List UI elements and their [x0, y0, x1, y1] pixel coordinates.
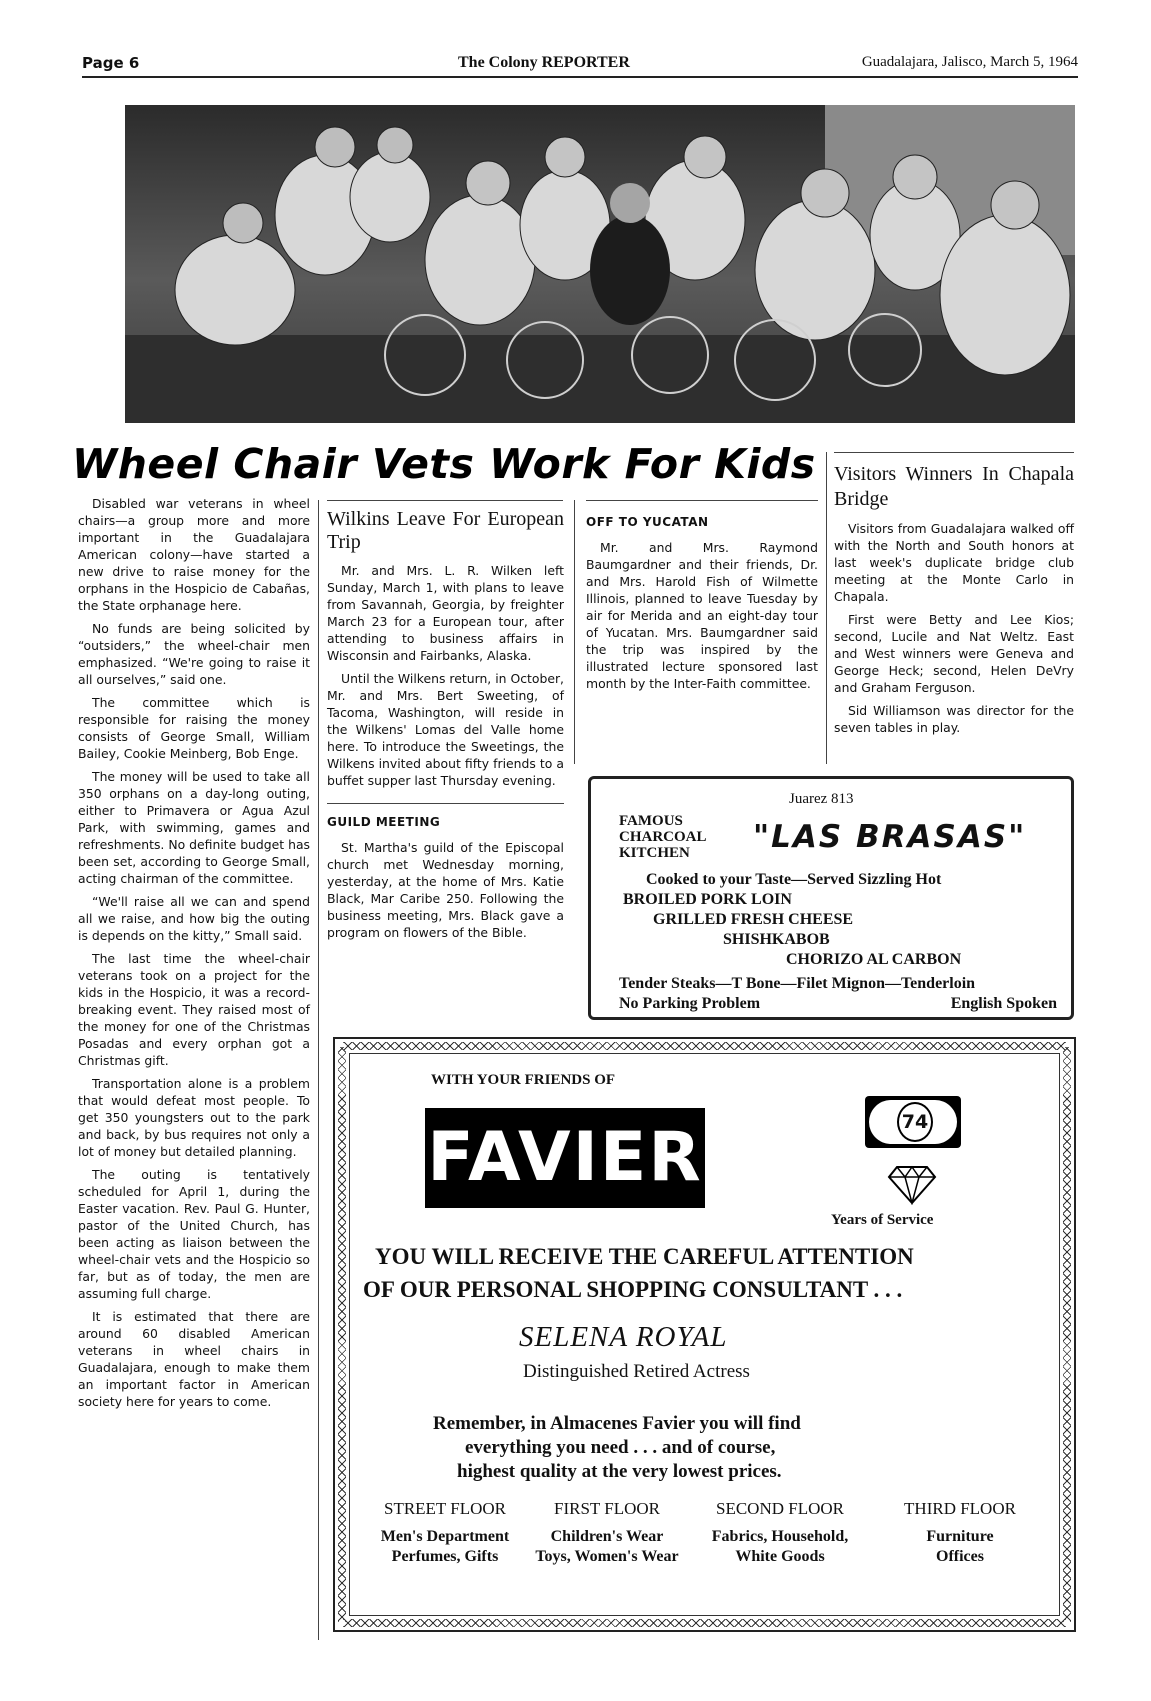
column-top-rule — [834, 452, 1074, 453]
ad-attention-line: YOU WILL RECEIVE THE CAREFUL ATTENTION — [375, 1244, 914, 1269]
menu-item: CHORIZO AL CARBON — [786, 951, 962, 968]
floor-line: White Goods — [735, 1548, 825, 1565]
story-paragraph: The money will be used to take all 350 orphans on a day-long outing, either to Primavera or Agua Azul Park, with swimming, games and refreshments. No definite budget has been set, according to George Small, acting chairman of the committee. — [78, 769, 310, 886]
yucatan-headline: OFF TO YUCATAN — [586, 515, 709, 529]
guild-paragraph: St. Martha's guild of the Episcopal church met Wednesday morning, yesterday, at the home of Mrs. Katie Black, Mar Caribe 250. Following the business meeting, Mrs. Black gave a program on flowers of the Bible. — [327, 840, 564, 940]
story-paragraph: The last time the wheel-chair veterans took on a project for the kids in the Hospicio, it was a record-breaking event. They raised most of the money for one of the Christmas Posadas and every orphan got a Christmas gift. — [78, 951, 310, 1068]
ad-tagline-line: CHARCOAL — [619, 829, 707, 845]
ad-border — [1063, 1047, 1071, 1622]
story-paragraph: Transportation alone is a problem that would defeat most people. To get 350 youngsters out to the park and back, by bus requires not only a lot of money but detailed planning. — [78, 1076, 310, 1159]
floor-line: Toys, Women's Wear — [535, 1548, 679, 1565]
consultant-name: SELENA ROYAL — [519, 1321, 728, 1353]
main-headline: Wheel Chair Vets Work For Kids — [72, 440, 816, 488]
group-photo-icon — [125, 105, 1075, 423]
column-top-rule — [586, 500, 818, 501]
years-badge — [865, 1096, 961, 1148]
wilkins-paragraph: Mr. and Mrs. L. R. Wilken left Sunday, March 1, with plans to leave from Savannah, Georgia, by freighter March 23 for a European tour, after attending to business affairs in Wisconsin and Fairbanks, Alaska. — [327, 563, 564, 663]
bridge-paragraph: First were Betty and Lee Kios; second, Lucile and Nat Weltz. East and West winners were Geneva and George Heck; second, Helen DeVry and Graham Ferguson. — [834, 612, 1074, 695]
ad-remember-line: highest quality at the very lowest prices. — [457, 1461, 782, 1482]
floor-name: THIRD FLOOR — [904, 1499, 1016, 1518]
menu-steaks: Tender Steaks—T Bone—Filet Mignon—Tenderloin — [619, 975, 976, 992]
wilkins-column — [327, 508, 564, 947]
dateline: Guadalajara, Jalisco, March 5, 1964 — [861, 54, 1078, 70]
floor-third — [875, 1499, 1045, 1567]
bridge-paragraph: Visitors from Guadalajara walked off with the North and South honors at last week's duplicate bridge club meeting at the Monte Carlo in Chapala. — [834, 521, 1074, 604]
bridge-column — [834, 462, 1074, 742]
ad-address: Juarez 813 — [789, 791, 854, 807]
yucatan-column — [586, 508, 818, 698]
column-divider — [826, 452, 827, 764]
ad-tagline-line: KITCHEN — [619, 845, 690, 861]
ad-remember-line: everything you need . . . and of course, — [465, 1437, 776, 1458]
story-paragraph: The committee which is responsible for raising the money consists of George Small, William Bailey, Cookie Meinberg, Bob Enge. — [78, 695, 310, 761]
story-paragraph: “We'll raise all we can and spend all we raise, and how big the outing is depends on the kitty,” Small said. — [78, 894, 310, 943]
ad-slogan: Cooked to your Taste—Served Sizzling Hot — [646, 871, 942, 888]
floor-line: Furniture — [926, 1528, 994, 1545]
ad-tagline-line: FAMOUS — [619, 813, 683, 829]
diamond-icon — [887, 1165, 937, 1205]
favier-ad — [333, 1037, 1076, 1632]
wilkins-paragraph: Until the Wilkens return, in October, Mr. and Mrs. Bert Sweeting, of Tacoma, Washington, will reside in the Wilkens' Lomas del Valle home here. To introduce the Sweetings, the Wilkens invited about fifty friends to a buffet supper last Thursday evening. — [327, 671, 564, 788]
guild-headline: GUILD MEETING — [327, 815, 441, 829]
story-paragraph: No funds are being solicited by “outsiders,” the wheel-chair men emphasized. “We're going to raise it all ourselves,” said one. — [78, 621, 310, 687]
main-story-column — [78, 495, 310, 1416]
ad-tagline — [619, 813, 707, 861]
floor-second — [695, 1499, 865, 1567]
ad-parking: No Parking Problem — [619, 995, 761, 1012]
ad-remember-line: Remember, in Almacenes Favier you will find — [433, 1413, 801, 1434]
consultant-role: Distinguished Retired Actress — [523, 1361, 750, 1382]
ad-attention-line: OF OUR PERSONAL SHOPPING CONSULTANT . . . — [363, 1277, 903, 1302]
ad-border — [343, 1042, 1066, 1050]
story-paragraph: The outing is tentatively scheduled for April 1, during the Easter vacation. Rev. Paul G. Hunter, pastor of the United Church, has been acting as liaison between the wheel-chair vets and the Hospicio so far, but as of today, the men are assuming full charge. — [78, 1167, 310, 1301]
floor-line: Perfumes, Gifts — [391, 1548, 499, 1565]
years-label: Years of Service — [831, 1212, 934, 1228]
bridge-paragraph: Sid Williamson was director for the seven tables in play. — [834, 703, 1074, 735]
story-paragraph: It is estimated that there are around 60 disabled American veterans in wheel chairs in Guadalajara, enough to make them an important factor in American society here for years to come. — [78, 1309, 310, 1409]
floor-name: SECOND FLOOR — [716, 1499, 844, 1518]
floor-line: Men's Department — [380, 1528, 510, 1545]
page-header — [82, 48, 1078, 78]
favier-logo: FAVIER — [425, 1108, 705, 1208]
article-divider — [327, 803, 564, 804]
yucatan-paragraph: Mr. and Mrs. Raymond Baumgardner and their friends, Dr. and Mrs. Harold Fish of Wilmette Illinois, planned to leave Tuesday by air for Merida and an eight-day tour of Yucatan. Mrs. Baumgardner said the trip was inspired by the illustrated lecture sponsored last month by the Inter-Faith committee. — [586, 540, 818, 691]
las-brasas-ad — [588, 776, 1074, 1020]
floor-street — [365, 1499, 525, 1567]
menu-item: GRILLED FRESH CHEESE — [653, 911, 854, 928]
floor-line: Children's Wear — [550, 1528, 664, 1545]
ad-intro: WITH YOUR FRIENDS OF — [431, 1072, 616, 1088]
menu-item: SHISHKABOB — [723, 931, 830, 948]
column-top-rule — [327, 500, 563, 501]
floor-line: Offices — [936, 1548, 984, 1565]
bridge-headline: Visitors Winners In Chapala Bridge — [834, 463, 1074, 510]
menu-item: BROILED PORK LOIN — [623, 891, 792, 908]
wilkins-headline: Wilkins Leave For European Trip — [327, 508, 564, 553]
page-number: Page 6 — [82, 54, 140, 72]
restaurant-name: "LAS BRASAS" — [753, 819, 1027, 855]
ad-border — [343, 1619, 1066, 1627]
story-paragraph: Disabled war veterans in wheel chairs—a group more and more important in the Guadalajara American colony—have started a new drive to raise money for the orphans in the Hospicio de Cabañas, the State orphanage here. — [78, 496, 310, 613]
column-divider — [574, 500, 575, 764]
years-number: 74 — [897, 1102, 933, 1142]
column-divider — [318, 500, 319, 1640]
ad-border — [338, 1047, 346, 1622]
ad-language: English Spoken — [950, 995, 1057, 1012]
floor-name: FIRST FLOOR — [554, 1499, 660, 1518]
floor-name: STREET FLOOR — [383, 1499, 506, 1518]
floor-first — [527, 1499, 687, 1567]
newspaper-name: The Colony REPORTER — [458, 54, 630, 71]
floor-line: Fabrics, Household, — [711, 1528, 849, 1545]
group-photo — [125, 105, 1075, 423]
